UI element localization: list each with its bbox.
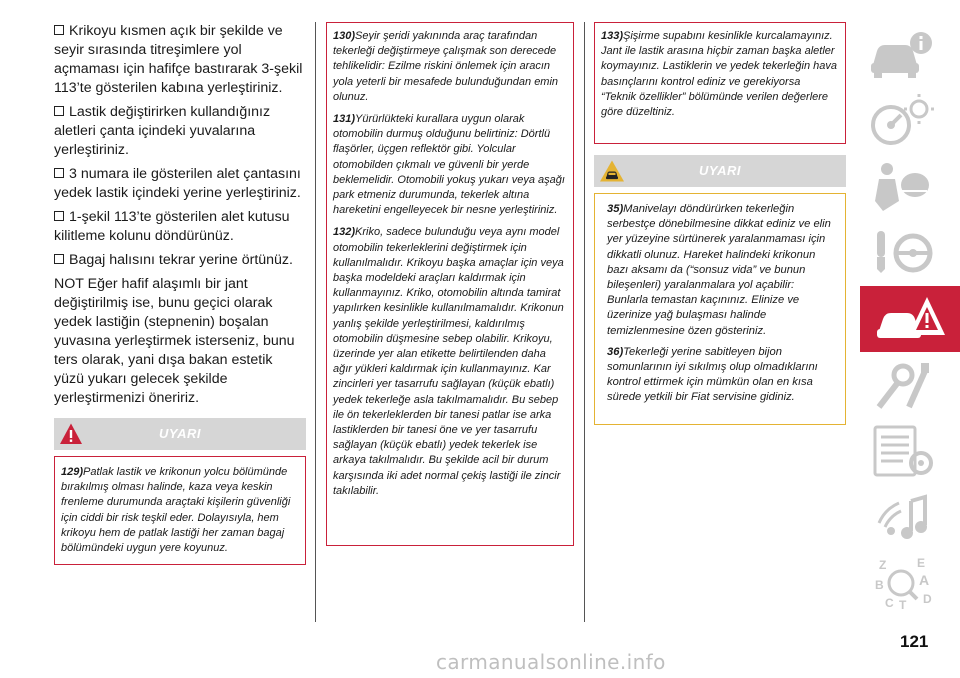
bullet-item: Lastik değiştirirken kullandığınız aletleri çanta içindeki yuvalarına yerleştiriniz.: [54, 104, 271, 158]
column-divider: [584, 22, 585, 622]
checkbox-icon: [54, 106, 64, 116]
chapter-sidebar: [856, 22, 960, 616]
watermark: carmanualsonline.info: [436, 650, 666, 674]
sidebar-item-emergency[interactable]: [860, 286, 960, 352]
caution-box: [594, 193, 846, 425]
caution-item: 36)Tekerleği yerine sabitleyen bijon somunlarının iyi sıkılmış olup olmadıklarını kontrol ettirmek için mümkün olan en kısa sürede yetkili bir Fiat servisine gidiniz.: [607, 345, 818, 404]
airbag-icon: [865, 159, 939, 215]
sidebar-item-maintenance[interactable]: [856, 352, 948, 418]
warning-box: [54, 456, 306, 565]
sidebar-item-multimedia[interactable]: [856, 484, 948, 550]
warning-box: [594, 22, 846, 144]
checkbox-icon: [54, 168, 64, 178]
index-letter: Z: [879, 558, 887, 572]
column-1: [54, 22, 306, 565]
index-letter: B: [875, 578, 884, 592]
wrench-icon: [865, 357, 939, 413]
page-number: 121: [900, 632, 929, 651]
warning-item: 132)Kriko, sadece bulunduğu veya aynı model otomobilin tekerleklerini değiştirmek için kullanılmalıdır. Krikoyu başka amaçlar için veya başka modeldeki araçları kaldırmak için kullanmayınız. Kriko, otomobilin altında tamirat yapılırken kesinlikle kullanılmamalıdır. Krikonun yanlış şekilde yerleştirilmesi, kaldırılmış otomobilin düşmesine sebep olabilir. Krikoyu, üzerinde yer alan etikette belirtilenden daha ağır yükleri kaldırmak için kullanmayınız. Kar zincirleri yer tasarrufu sağlayan (küçük ebatlı) yedek tekerleğe asla takılmamalıdır. Bu sebep ile ön tekerleklerden bir tanesi patlar ise arka lastiklerden bir tanesi öne ve yer tasarrufu sağlayan (küçük ebatlı) yedek tekerlek ise arkaya takılmalıdır. Bu şekilde acil bir durum karşısında iki adet normal çekiş lastiği ile zincir takılabilir.: [333, 226, 564, 497]
multimedia-icon: [865, 489, 939, 545]
caution-title: UYARI: [699, 163, 741, 178]
checkbox-icon: [54, 211, 64, 221]
sidebar-item-index[interactable]: [856, 550, 948, 616]
bullet-item: 1-şekil 113’te gösterilen alet kutusu kilitleme kolunu döndürünüz.: [54, 209, 290, 244]
checkbox-icon: [54, 25, 64, 35]
caution-item: 35)Manivelayı döndürürken tekerleğin serbestçe dönebilmesine dikkat ediniz ve elin yer yüzeyine sürtünerek yaralanmaması için dikkatli olunuz. Hareket halindeki krikonun bazı aksamı da (“sonsuz vida” ve bunun bileşenleri) yaralanmalara yol açabilir: Bunlarla temastan kaçınınız. Elinize ve üzerinize yağ bulaşması halinde temizlenmesine özen gösteriniz.: [607, 203, 831, 337]
note-paragraph: NOT Eğer hafif alaşımlı bir jant değiştirilmiş ise, bunu geçici olarak yedek lastiğin (stepnenin) boşalan yuvasına yerleştirmek isterseniz, bunu ters olarak, yani dışa bakan estetik yüzü yukarı gelecek şekilde yerleştirmenizi öneririz.: [54, 276, 295, 406]
sidebar-item-safety[interactable]: [856, 154, 948, 220]
warning-text: 129)Patlak lastik ve krikonun yolcu bölümünde bırakılmış olması halinde, kaza veya keskin frenleme durumunda araçtaki kişilerin güvenliği için ciddi bir risk teşkil eder. Dolayısıyla, hem krikoyu hem de patlak lastiği her zaman bagaj bölümündeki uygun yere koyunuz.: [61, 466, 291, 555]
index-letter: C: [885, 596, 894, 610]
index-icon: [865, 555, 939, 611]
warning-title: UYARI: [159, 426, 201, 441]
index-letter: E: [917, 556, 926, 570]
key-steering-icon: [865, 225, 939, 281]
warning-header: [54, 418, 306, 450]
bullet-item: Bagaj halısını tekrar yerine örtünüz.: [54, 251, 306, 270]
index-letter: T: [899, 598, 907, 611]
sidebar-item-specs[interactable]: [856, 418, 948, 484]
car-info-icon: [865, 27, 939, 83]
sidebar-item-info[interactable]: [856, 22, 948, 88]
checkbox-icon: [54, 254, 64, 264]
column-2-warning-box: [326, 22, 574, 546]
sidebar-item-start-drive[interactable]: [856, 220, 948, 286]
breakdown-icon: [873, 291, 947, 347]
bullet-item: Krikoyu kısmen açık bir şekilde ve seyir sırasında titreşimlere yol açmaması için hafifçe bastırarak 3-şekil 113’te gösterilen kabına yerleştiriniz.: [54, 23, 303, 96]
index-letter: D: [923, 592, 932, 606]
column-3: [594, 22, 846, 425]
specs-list-icon: [865, 423, 939, 479]
bullet-item: 3 numara ile gösterilen alet çantasını yedek lastik içindeki yerine yerleştiriniz.: [54, 166, 301, 201]
dashboard-icon: [865, 93, 939, 149]
sidebar-item-dashboard[interactable]: [856, 88, 948, 154]
column-divider: [315, 22, 316, 622]
warning-item: 130)Seyir şeridi yakınında araç tarafından tekerleği değiştirmeye çalışmak son derecede tehlikelidir: Ezilme riskini önlemek için aracın yola yeterli bir mesafede bulunduğundan emin olunuz.: [333, 30, 559, 103]
index-letter: A: [919, 572, 930, 588]
warning-item: 133)Şişirme supabını kesinlikle kurcalamayınız. Jant ile lastik arasına hiçbir zaman başka aletler koymayınız. Lastiklerin ve yedek tekerleğin hava basınçlarını kontrol ediniz ve gerekiyorsa “Teknik özellikler” bölümünde verilen değerlere göre düzeltiniz.: [601, 30, 838, 119]
caution-header: [594, 155, 846, 187]
warning-item: 131)Yürürlükteki kurallara uygun olarak otomobilin durmuş olduğunu belirtiniz: Dörtlü flaşörler, üçgen reflektör gibi. Yolcular otomobilden çıkmalı ve güvenli bir yerde beklemelidir. Otomobili yokuş yukarı veya aşağı park etmeniz durumunda, tekerlek altına hareketini engelleyecek bir nesne yerleştiriniz.: [333, 113, 565, 217]
